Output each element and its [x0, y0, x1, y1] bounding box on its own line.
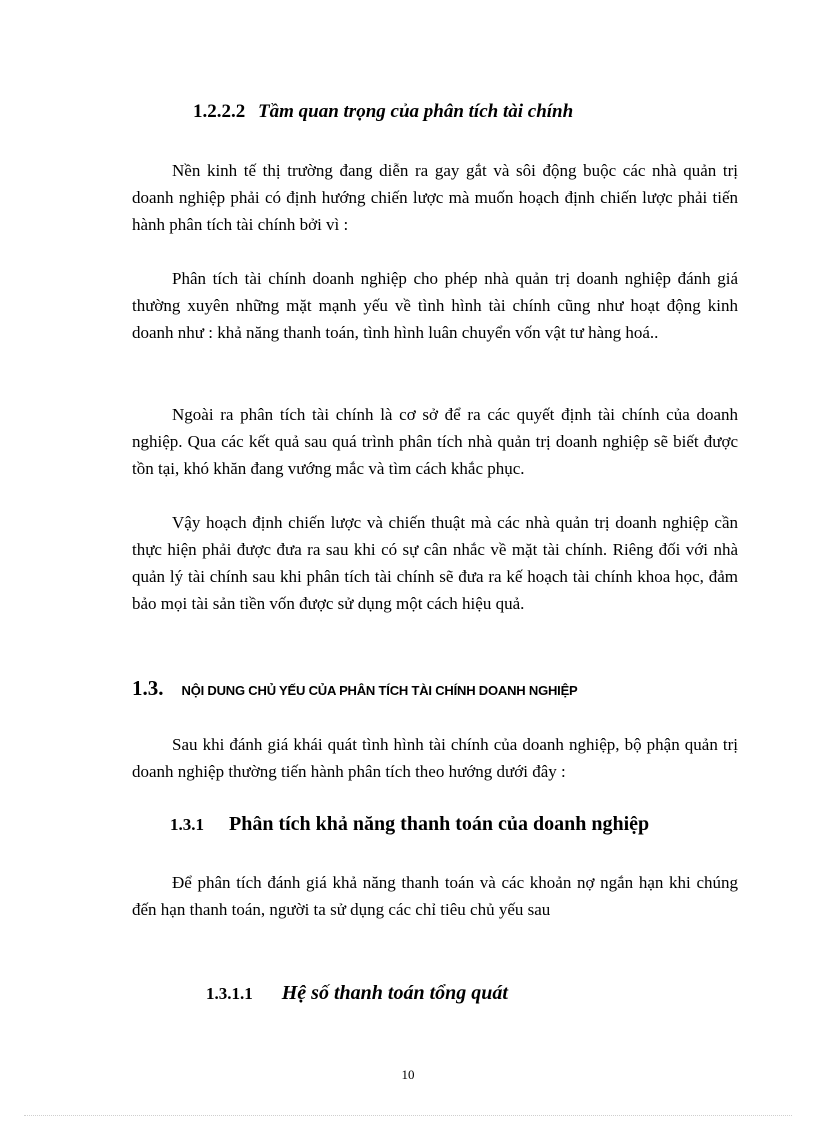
paragraph-text: Vậy hoạch định chiến lược và chiến thuật mà các nhà quản trị doanh nghiệp cần thực hiện phải được đưa ra sau khi có sự cân nhắc về mặt tài chính. Riêng đối với nhà quản lý tài chính sau khi phân tích tài chính sẽ đưa ra kế hoạch tài chính khoa học, đảm bảo mọi tài sản tiền vốn được sử dụng một cách hiệu quả. — [132, 513, 738, 613]
paragraph-1-3-1 — [132, 869, 738, 923]
paragraph-text: Ngoài ra phân tích tài chính là cơ sở để ra các quyết định tài chính của doanh nghiệp. Qua các kết quả sau quá trình phân tích nhà quản trị doanh nghiệp sẽ biết được tồn tại, khó khăn đang vướng mắc và tìm cách khắc phục. — [132, 405, 738, 478]
paragraph-2 — [132, 265, 738, 346]
paragraph-text: Nền kinh tế thị trường đang diễn ra gay gắt và sôi động buộc các nhà quản trị doanh nghiệp phải có định hướng chiến lược mà muốn hoạch định chiến lược phải tiến hành phân tích tài chính bởi vì : — [132, 161, 738, 234]
heading-title: Phân tích khả năng thanh toán của doanh nghiệp — [229, 813, 650, 835]
paragraph-1-3 — [132, 731, 738, 785]
heading-title: Hệ số thanh toán tổng quát — [281, 982, 508, 1004]
paragraph-text: Sau khi đánh giá khái quát tình hình tài chính của doanh nghiệp, bộ phận quản trị doanh nghiệp thường tiến hành phân tích theo hướng dưới đây : — [132, 735, 738, 781]
heading-1-3 — [132, 676, 578, 701]
paragraph-1 — [132, 157, 738, 238]
page-number: 10 — [401, 1067, 415, 1082]
heading-1-3-1 — [170, 813, 649, 836]
heading-number: 1.3. — [132, 676, 164, 700]
paragraph-text: Phân tích tài chính doanh nghiệp cho phép nhà quản trị doanh nghiệp đánh giá thường xuyên những mặt mạnh yếu về tình hình tài chính cũng như hoạt động kinh doanh như : khả năng thanh toán, tình hình luân chuyển vốn vật tư hàng hoá.. — [132, 269, 738, 342]
paragraph-4 — [132, 509, 738, 617]
heading-number: 1.2.2.2 — [193, 101, 246, 122]
paragraph-text: Để phân tích đánh giá khả năng thanh toán và các khoản nợ ngắn hạn khi chúng đến hạn thanh toán, người ta sử dụng các chỉ tiêu chủ yếu sau — [132, 873, 738, 919]
heading-title: NỘI DUNG CHỦ YẾU CỦA PHÂN TÍCH TÀI CHÍNH DOANH NGHIỆP — [181, 683, 578, 698]
heading-1-3-1-1 — [206, 982, 508, 1005]
page-bottom-border — [24, 1115, 792, 1116]
paragraph-3 — [132, 401, 738, 482]
heading-title: Tầm quan trọng của phân tích tài chính — [258, 101, 574, 122]
heading-number: 1.3.1 — [170, 815, 204, 834]
heading-1-2-2-2 — [193, 101, 573, 123]
heading-number: 1.3.1.1 — [206, 984, 253, 1003]
